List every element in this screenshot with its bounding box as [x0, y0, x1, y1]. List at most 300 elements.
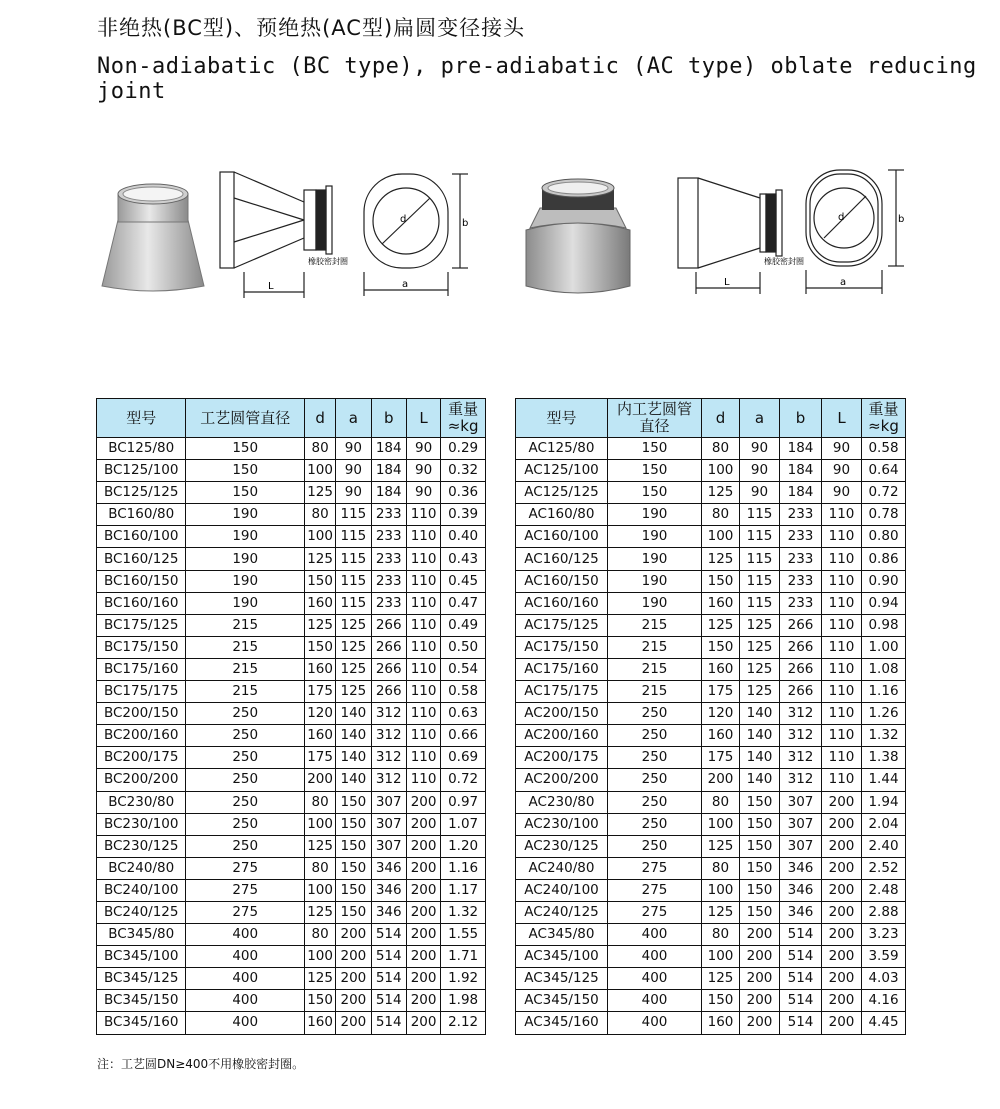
bc-table-cell: 100 — [305, 879, 336, 901]
bc-table-row — [97, 791, 486, 813]
ac-table-cell: AC200/160 — [516, 725, 608, 747]
bc-table-cell: 140 — [336, 725, 371, 747]
bc-table-cell: 125 — [305, 901, 336, 923]
bc-label-b: b — [462, 218, 469, 229]
ac-table-cell: 307 — [780, 835, 822, 857]
footnote: 注：工艺圆DN≥400不用橡胶密封圈。 — [97, 1057, 305, 1071]
bc-table-cell: 110 — [406, 747, 440, 769]
ac-table-row — [516, 592, 906, 614]
ac-table-cell: 110 — [822, 504, 862, 526]
ac-table-cell: 514 — [780, 946, 822, 968]
ac-table-cell: AC125/80 — [516, 438, 608, 460]
ac-table-cell: 110 — [822, 658, 862, 680]
bc-table-cell: 150 — [186, 460, 305, 482]
ac-table-cell: 275 — [608, 857, 702, 879]
ac-table-cell: 150 — [740, 791, 780, 813]
bc-table-cell: 100 — [305, 946, 336, 968]
bc-table-cell: 200 — [406, 968, 440, 990]
ac-table-cell: 200 — [822, 990, 862, 1012]
bc-table-cell: 150 — [305, 990, 336, 1012]
bc-header-cell: d — [305, 399, 336, 438]
bc-table-cell: 307 — [371, 813, 406, 835]
ac-table-cell: 307 — [780, 813, 822, 835]
bc-header-cell: 重量≈kg — [441, 399, 486, 438]
bc-table-cell: 200 — [406, 901, 440, 923]
ac-table-cell: 312 — [780, 747, 822, 769]
ac-table-cell: AC160/80 — [516, 504, 608, 526]
ac-header-cell: b — [780, 399, 822, 438]
bc-table-cell: 160 — [305, 658, 336, 680]
ac-table-cell: 200 — [822, 879, 862, 901]
bc-table-cell: 215 — [186, 614, 305, 636]
bc-table-row — [97, 946, 486, 968]
bc-table-cell: 110 — [406, 681, 440, 703]
ac-table-cell: AC160/125 — [516, 548, 608, 570]
ac-table-cell: 400 — [608, 924, 702, 946]
ac-table-cell: 184 — [780, 460, 822, 482]
ac-table-cell: 215 — [608, 681, 702, 703]
ac-table-row — [516, 526, 906, 548]
ac-table-cell: 140 — [740, 725, 780, 747]
bc-table-cell: 0.50 — [441, 636, 486, 658]
ac-table-cell: AC125/125 — [516, 482, 608, 504]
bc-table-cell: 140 — [336, 769, 371, 791]
bc-table-row — [97, 857, 486, 879]
bc-table-cell: 90 — [336, 482, 371, 504]
ac-table-cell: 110 — [822, 681, 862, 703]
ac-table-cell: 250 — [608, 703, 702, 725]
ac-table-cell: 150 — [608, 438, 702, 460]
ac-label-b: b — [898, 214, 905, 225]
bc-table-cell: 115 — [336, 548, 371, 570]
bc-table-cell: 233 — [371, 592, 406, 614]
bc-table-cell: 190 — [186, 570, 305, 592]
bc-table-cell: 80 — [305, 504, 336, 526]
ac-table-cell: 125 — [740, 636, 780, 658]
bc-table-row — [97, 901, 486, 923]
bc-table-cell: 1.17 — [441, 879, 486, 901]
bc-table-cell: BC125/125 — [97, 482, 186, 504]
ac-table-cell: 125 — [702, 548, 740, 570]
ac-table-cell: 2.04 — [862, 813, 906, 835]
bc-table-row — [97, 747, 486, 769]
ac-table-row — [516, 460, 906, 482]
ac-table-cell: 90 — [822, 482, 862, 504]
ac-table-cell: AC125/100 — [516, 460, 608, 482]
ac-table-cell: 190 — [608, 548, 702, 570]
bc-table-cell: 80 — [305, 438, 336, 460]
bc-table-cell: 514 — [371, 1012, 406, 1034]
ac-table-cell: 233 — [780, 592, 822, 614]
bc-table-cell: 0.69 — [441, 747, 486, 769]
bc-table-cell: 200 — [406, 813, 440, 835]
ac-table-cell: 266 — [780, 636, 822, 658]
ac-table-cell: 120 — [702, 703, 740, 725]
ac-table-cell: 90 — [740, 460, 780, 482]
ac-table-cell: 312 — [780, 769, 822, 791]
bc-table-row — [97, 636, 486, 658]
ac-product-photo — [522, 178, 634, 298]
ac-table-row — [516, 504, 906, 526]
ac-table-cell: 1.26 — [862, 703, 906, 725]
ac-table-cell: AC230/125 — [516, 835, 608, 857]
ac-table-cell: 233 — [780, 526, 822, 548]
bc-table-cell: 0.47 — [441, 592, 486, 614]
bc-table-cell: 200 — [336, 1012, 371, 1034]
bc-table-row — [97, 526, 486, 548]
ac-table-cell: 312 — [780, 703, 822, 725]
ac-table-cell: 100 — [702, 946, 740, 968]
ac-table-cell: AC160/100 — [516, 526, 608, 548]
bc-header-cell: L — [406, 399, 440, 438]
bc-table-cell: 1.55 — [441, 924, 486, 946]
bc-table-cell: 150 — [186, 482, 305, 504]
ac-table-row — [516, 703, 906, 725]
ac-table-cell: 0.78 — [862, 504, 906, 526]
bc-table-cell: BC200/150 — [97, 703, 186, 725]
ac-table-cell: 125 — [740, 614, 780, 636]
ac-table-row — [516, 769, 906, 791]
bc-table-cell: BC345/150 — [97, 990, 186, 1012]
bc-table-cell: 110 — [406, 548, 440, 570]
ac-table-cell: 2.40 — [862, 835, 906, 857]
bc-table-row — [97, 548, 486, 570]
ac-table-row — [516, 946, 906, 968]
ac-table-cell: 514 — [780, 990, 822, 1012]
bc-table-cell: BC160/125 — [97, 548, 186, 570]
bc-table-cell: 175 — [305, 681, 336, 703]
bc-table-row — [97, 614, 486, 636]
ac-table-row — [516, 1012, 906, 1034]
ac-table-cell: 200 — [702, 769, 740, 791]
ac-table-cell: 215 — [608, 636, 702, 658]
bc-table-cell: 0.58 — [441, 681, 486, 703]
ac-header-cell: 内工艺圆管直径 — [608, 399, 702, 438]
bc-table-row — [97, 879, 486, 901]
bc-front-drawing — [352, 168, 472, 308]
ac-table-cell: 1.00 — [862, 636, 906, 658]
bc-table-cell: 115 — [336, 526, 371, 548]
ac-table-cell: 110 — [822, 570, 862, 592]
ac-table-cell: 200 — [740, 990, 780, 1012]
bc-table-cell: 140 — [336, 703, 371, 725]
ac-table-cell: 160 — [702, 725, 740, 747]
bc-table-cell: 346 — [371, 879, 406, 901]
bc-table-cell: 215 — [186, 658, 305, 680]
bc-table-cell: 0.66 — [441, 725, 486, 747]
bc-product-photo — [100, 178, 206, 294]
ac-table-cell: 140 — [740, 747, 780, 769]
bc-header-cell: b — [371, 399, 406, 438]
bc-table-cell: 175 — [305, 747, 336, 769]
bc-table-cell: 150 — [336, 835, 371, 857]
ac-table-cell: 0.72 — [862, 482, 906, 504]
ac-table-row — [516, 636, 906, 658]
bc-table-cell: 190 — [186, 548, 305, 570]
ac-table-cell: AC175/175 — [516, 681, 608, 703]
ac-table-cell: 100 — [702, 813, 740, 835]
ac-table-row — [516, 835, 906, 857]
bc-table-cell: 110 — [406, 703, 440, 725]
bc-label-seal: 橡胶密封圈 — [308, 257, 348, 266]
ac-table-cell: 400 — [608, 1012, 702, 1034]
bc-table-cell: 200 — [406, 791, 440, 813]
ac-table-cell: 80 — [702, 857, 740, 879]
bc-table-cell: 514 — [371, 968, 406, 990]
ac-table-cell: 1.38 — [862, 747, 906, 769]
bc-table-cell: BC345/125 — [97, 968, 186, 990]
ac-table-cell: 125 — [740, 681, 780, 703]
ac-header-cell: 型号 — [516, 399, 608, 438]
bc-table-row — [97, 703, 486, 725]
bc-label-L: L — [268, 281, 274, 292]
bc-table-row — [97, 460, 486, 482]
ac-table-cell: 115 — [740, 592, 780, 614]
ac-table-cell: 233 — [780, 548, 822, 570]
bc-table-cell: 266 — [371, 681, 406, 703]
bc-table-cell: 160 — [305, 1012, 336, 1034]
bc-table-cell: BC160/160 — [97, 592, 186, 614]
bc-table-row — [97, 924, 486, 946]
bc-table-cell: 140 — [336, 747, 371, 769]
bc-table-cell: 233 — [371, 548, 406, 570]
ac-table-cell: 150 — [702, 570, 740, 592]
bc-table-cell: 125 — [305, 968, 336, 990]
ac-table-cell: 275 — [608, 879, 702, 901]
ac-table-cell: AC175/160 — [516, 658, 608, 680]
bc-table-cell: 110 — [406, 725, 440, 747]
bc-table-cell: 80 — [305, 924, 336, 946]
ac-table-cell: 3.23 — [862, 924, 906, 946]
ac-table-cell: 150 — [740, 857, 780, 879]
ac-table-cell: 184 — [780, 482, 822, 504]
bc-table-cell: 150 — [186, 438, 305, 460]
ac-table-cell: AC230/80 — [516, 791, 608, 813]
bc-table-cell: 400 — [186, 946, 305, 968]
bc-table-cell: 0.45 — [441, 570, 486, 592]
bc-table-cell: 266 — [371, 614, 406, 636]
ac-table-cell: 200 — [740, 924, 780, 946]
ac-table-cell: 1.16 — [862, 681, 906, 703]
ac-table-cell: 1.94 — [862, 791, 906, 813]
ac-table-cell: 312 — [780, 725, 822, 747]
bc-table-cell: BC160/80 — [97, 504, 186, 526]
ac-table-cell: 80 — [702, 504, 740, 526]
ac-table-cell: 1.32 — [862, 725, 906, 747]
ac-table-cell: 110 — [822, 614, 862, 636]
bc-table-cell: 90 — [336, 438, 371, 460]
ac-table-cell: 200 — [822, 946, 862, 968]
ac-table-cell: 0.94 — [862, 592, 906, 614]
ac-table-row — [516, 570, 906, 592]
ac-table-cell: 514 — [780, 1012, 822, 1034]
ac-table-cell: AC345/125 — [516, 968, 608, 990]
ac-table-cell: 4.45 — [862, 1012, 906, 1034]
bc-table-row — [97, 658, 486, 680]
bc-table-row — [97, 725, 486, 747]
bc-table-cell: 110 — [406, 592, 440, 614]
bc-table-cell: BC125/80 — [97, 438, 186, 460]
ac-table-cell: 514 — [780, 924, 822, 946]
bc-table-cell: 120 — [305, 703, 336, 725]
bc-table-cell: 125 — [305, 482, 336, 504]
bc-table-cell: 200 — [406, 1012, 440, 1034]
ac-table-cell: 150 — [740, 835, 780, 857]
ac-table-cell: 250 — [608, 769, 702, 791]
bc-table-cell: 90 — [406, 460, 440, 482]
ac-table-cell: 2.48 — [862, 879, 906, 901]
bc-table-cell: 200 — [406, 857, 440, 879]
bc-table-cell: 190 — [186, 592, 305, 614]
bc-table-cell: 312 — [371, 769, 406, 791]
ac-table-cell: 190 — [608, 504, 702, 526]
bc-table-cell: 307 — [371, 835, 406, 857]
bc-table-cell: 150 — [305, 636, 336, 658]
ac-table-row — [516, 813, 906, 835]
bc-table-cell: 275 — [186, 879, 305, 901]
ac-table-cell: 400 — [608, 968, 702, 990]
ac-table-cell: 150 — [608, 460, 702, 482]
ac-side-drawing — [672, 168, 804, 308]
bc-table-cell: 0.63 — [441, 703, 486, 725]
ac-table-cell: 200 — [822, 924, 862, 946]
bc-table-cell: 250 — [186, 769, 305, 791]
bc-table-row — [97, 835, 486, 857]
bc-table-cell: 115 — [336, 570, 371, 592]
page-title-chinese: 非绝热(BC型)、预绝热(AC型)扁圆变径接头 — [97, 16, 526, 40]
ac-table-cell: AC200/175 — [516, 747, 608, 769]
ac-table-cell: 100 — [702, 879, 740, 901]
ac-table-cell: 125 — [740, 658, 780, 680]
bc-table-cell: BC345/80 — [97, 924, 186, 946]
bc-table-cell: 250 — [186, 703, 305, 725]
ac-table-cell: 90 — [822, 438, 862, 460]
ac-table-row — [516, 548, 906, 570]
bc-table-cell: 200 — [406, 946, 440, 968]
ac-table-cell: 160 — [702, 1012, 740, 1034]
bc-table-cell: 184 — [371, 460, 406, 482]
bc-table-cell: 115 — [336, 592, 371, 614]
ac-table-cell: 250 — [608, 813, 702, 835]
ac-table-cell: 1.44 — [862, 769, 906, 791]
ac-table-cell: 346 — [780, 879, 822, 901]
ac-table-cell: AC175/150 — [516, 636, 608, 658]
ac-table-row — [516, 924, 906, 946]
bc-table-row — [97, 592, 486, 614]
bc-table-cell: 346 — [371, 857, 406, 879]
bc-table-cell: 110 — [406, 570, 440, 592]
ac-table-cell: 200 — [740, 1012, 780, 1034]
bc-table-cell: BC230/80 — [97, 791, 186, 813]
bc-table-cell: 125 — [336, 614, 371, 636]
ac-table-row — [516, 791, 906, 813]
bc-table-cell: 110 — [406, 526, 440, 548]
ac-table-cell: 110 — [822, 548, 862, 570]
ac-table-row — [516, 614, 906, 636]
ac-table-cell: 266 — [780, 614, 822, 636]
bc-table-cell: 514 — [371, 924, 406, 946]
ac-table-cell: AC345/80 — [516, 924, 608, 946]
bc-table-cell: 100 — [305, 813, 336, 835]
bc-table-cell: BC230/100 — [97, 813, 186, 835]
bc-table-cell: 80 — [305, 857, 336, 879]
ac-table-cell: AC230/100 — [516, 813, 608, 835]
bc-table-cell: 160 — [305, 725, 336, 747]
ac-table-cell: 200 — [740, 968, 780, 990]
ac-table-cell: 110 — [822, 703, 862, 725]
bc-table-cell: BC200/200 — [97, 769, 186, 791]
bc-table-cell: 0.43 — [441, 548, 486, 570]
bc-table-cell: BC240/125 — [97, 901, 186, 923]
bc-table-cell: 0.29 — [441, 438, 486, 460]
bc-table-cell: 150 — [336, 857, 371, 879]
ac-table-cell: 266 — [780, 658, 822, 680]
ac-table-cell: 200 — [822, 813, 862, 835]
ac-label-L: L — [724, 277, 730, 288]
ac-table-cell: 160 — [702, 592, 740, 614]
ac-table-cell: 125 — [702, 901, 740, 923]
ac-table-row — [516, 857, 906, 879]
ac-table-row — [516, 990, 906, 1012]
ac-table-row — [516, 901, 906, 923]
bc-table-cell: 200 — [305, 769, 336, 791]
bc-table-cell: 1.16 — [441, 857, 486, 879]
bc-table-cell: 200 — [336, 968, 371, 990]
ac-table-cell: AC160/150 — [516, 570, 608, 592]
bc-table-cell: 150 — [336, 791, 371, 813]
bc-table-cell: 346 — [371, 901, 406, 923]
bc-table-cell: 307 — [371, 791, 406, 813]
bc-table-cell: 250 — [186, 835, 305, 857]
bc-table-cell: 150 — [305, 570, 336, 592]
bc-table-cell: 215 — [186, 636, 305, 658]
bc-header-cell: 型号 — [97, 399, 186, 438]
ac-table-cell: 200 — [740, 946, 780, 968]
ac-table-row — [516, 658, 906, 680]
bc-table-row — [97, 570, 486, 592]
bc-table-cell: 184 — [371, 438, 406, 460]
bc-table-cell: 0.32 — [441, 460, 486, 482]
ac-table-cell: 175 — [702, 681, 740, 703]
bc-table-cell: 0.72 — [441, 769, 486, 791]
ac-table-cell: 184 — [780, 438, 822, 460]
ac-table-cell: AC240/125 — [516, 901, 608, 923]
bc-table-cell: BC175/150 — [97, 636, 186, 658]
ac-table-cell: 346 — [780, 857, 822, 879]
bc-table-cell: 90 — [406, 482, 440, 504]
ac-table-cell: AC200/150 — [516, 703, 608, 725]
ac-table-cell: 110 — [822, 526, 862, 548]
ac-table-cell: 307 — [780, 791, 822, 813]
bc-table-cell: BC200/160 — [97, 725, 186, 747]
bc-table-cell: 2.12 — [441, 1012, 486, 1034]
ac-header-row — [516, 399, 906, 438]
ac-table-row — [516, 879, 906, 901]
bc-table-cell: 266 — [371, 658, 406, 680]
ac-table-cell: 200 — [822, 791, 862, 813]
ac-table-cell: 200 — [822, 901, 862, 923]
bc-table-cell: 125 — [336, 658, 371, 680]
bc-table-cell: 80 — [305, 791, 336, 813]
ac-table-cell: 233 — [780, 504, 822, 526]
ac-table-cell: 3.59 — [862, 946, 906, 968]
ac-table-cell: 100 — [702, 526, 740, 548]
bc-table-cell: 266 — [371, 636, 406, 658]
ac-table-cell: 110 — [822, 725, 862, 747]
bc-table-cell: BC345/100 — [97, 946, 186, 968]
ac-table-cell: 200 — [822, 857, 862, 879]
bc-table-cell: 190 — [186, 504, 305, 526]
